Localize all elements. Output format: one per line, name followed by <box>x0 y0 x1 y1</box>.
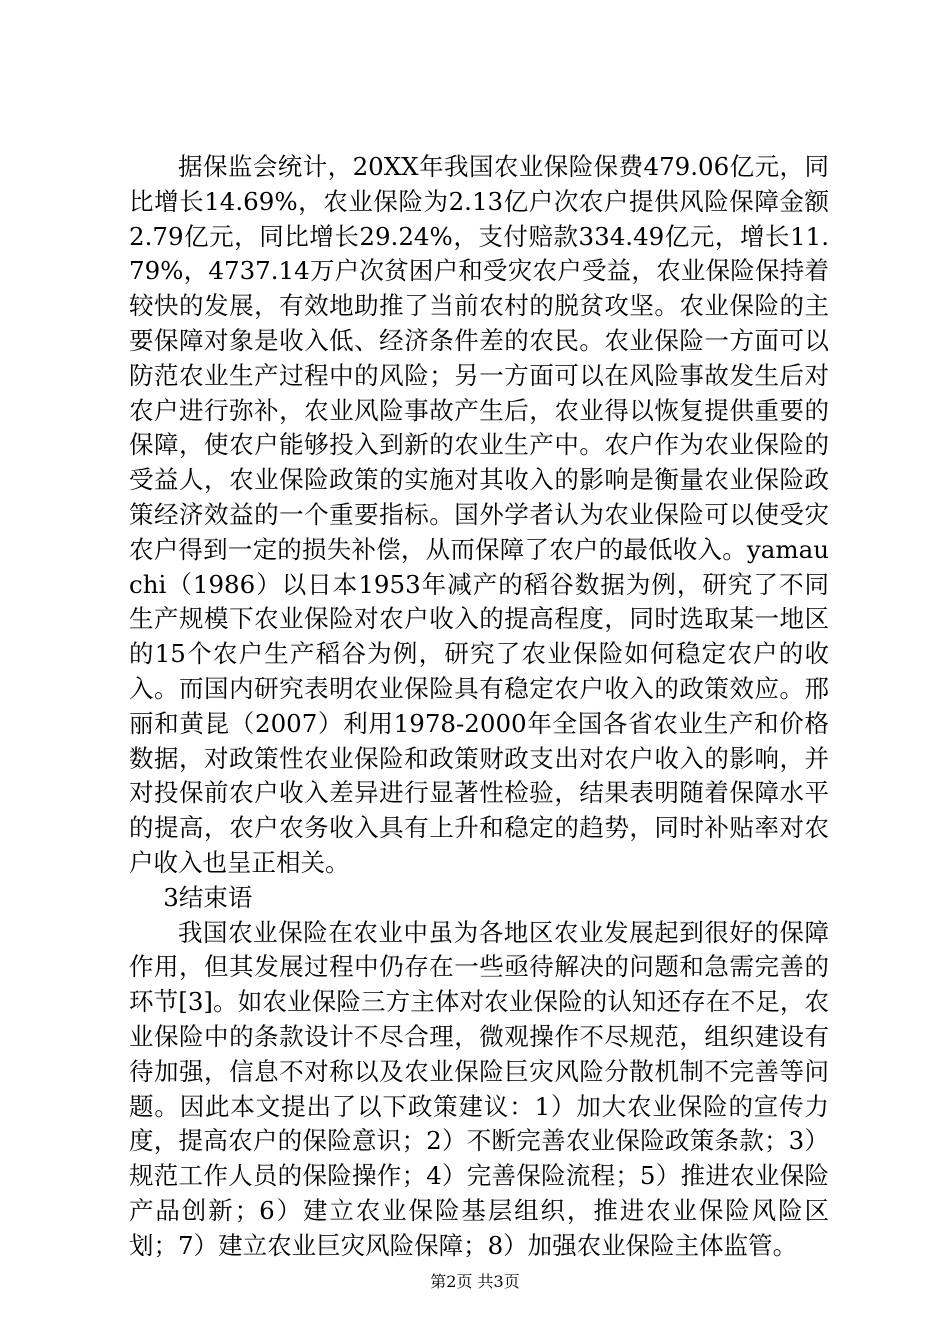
closing-paragraph: 我国农业保险在农业中虽为各地区农业发展起到很好的保障作用，但其发展过程中仍存在一些亟待解决的问题和急需完善的环节[3]。如农业保险三方主体对农业保险的认知还存在不足，农业保险中的条款设计不尽合理，微观操作不尽规范，组织建设有待加强，信息不对称以及农业保险巨灾风险分散机制不完善等问题。因此本文提出了以下政策建议：1）加大农业保险的宣传力度，提高农户的保险意识；2）不断完善农业保险政策条款；3）规范工作人员的保险操作；4）完善保险流程；5）推进农业保险产品创新；6）建立农业保险基层组织，推进农业保险风险区划；7）建立农业巨灾风险保障；8）加强农业保险主体监管。 <box>129 917 829 1260</box>
page-footer: 第2页 共3页 <box>430 1272 520 1291</box>
body-paragraph: 据保监会统计，20XX年我国农业保险保费479.06亿元，同比增长14.69%，农业保险为2.13亿户次农户提供风险保障金额2.79亿元，同比增长29.24%，支付赔款334.49亿元，增长11.79%，4737.14万户次贫困户和受灾农户受益，农业保险保持着较快的发展，有效地助推了当前农村的脱贫攻坚。农业保险的主要保障对象是收入低、经济条件差的农民。农业保险一方面可以防范农业生产过程中的风险；另一方面可以在风险事故发生后对农户进行弥补，农业风险事故产生后，农业得以恢复提供重要的保障，使农户能够投入到新的农业生产中。农户作为农业保险的受益人，农业保险政策的实施对其收入的影响是衡量农业保险政策经济效益的一个重要指标。国外学者认为农业保险可以使受灾农户得到一定的损失补偿，从而保障了农户的最低收入。yamauchi（1986）以日本1953年减产的稻谷数据为例，研究了不同生产规模下农业保险对农户收入的提高程度，同时选取某一地区的15个农户生产稻谷为例，研究了农业保险如何稳定农户的收入。而国内研究表明农业保险具有稳定农户收入的政策效应。邢丽和黄昆（2007）利用1978-2000年全国各省农业生产和价格数据，对政策性农业保险和政策财政支出对农户收入的影响，并对投保前农户收入差异进行显著性检验，结果表明随着保障水平的提高，农户农务收入具有上升和稳定的趋势，同时补贴率对农户收入也呈正相关。 <box>129 152 829 877</box>
section-heading: 3结束语 <box>163 882 253 912</box>
document-body <box>129 150 829 1264</box>
